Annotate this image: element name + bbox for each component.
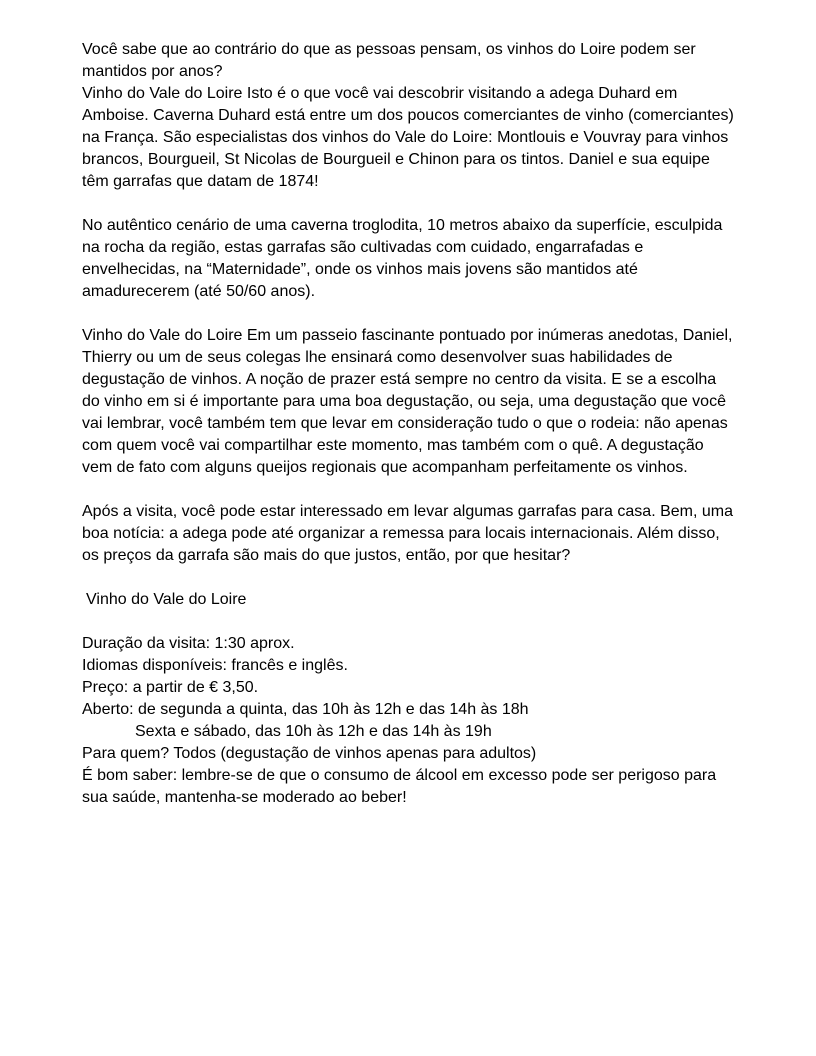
info-good-to-know: É bom saber: lembre-se de que o consumo de álcool em excesso pode ser perigoso para	[82, 767, 717, 784]
info-languages: Idiomas disponíveis: francês e inglês.	[82, 657, 348, 674]
info-good-to-know-cont: sua saúde, mantenha-se moderado ao beber!	[82, 789, 407, 806]
text-line: amadurecerem (até 50/60 anos).	[82, 283, 316, 300]
paragraph-tour	[82, 325, 742, 479]
text-line: degustação de vinhos. A noção de prazer está sempre no centro da visita. E se a escolha	[82, 371, 717, 388]
paragraph-intro	[82, 39, 742, 193]
text-line: envelhecidas, na “Maternidade”, onde os vinhos mais jovens são mantidos até	[82, 261, 638, 278]
blank-line	[82, 479, 742, 501]
info-audience: Para quem? Todos (degustação de vinhos apenas para adultos)	[82, 745, 537, 762]
blank-line	[82, 567, 742, 589]
text-line: Thierry ou um de seus colegas lhe ensinará como desenvolver suas habilidades de	[82, 349, 673, 366]
text-line: na rocha da região, estas garrafas são cultivadas com cuidado, engarrafadas e	[82, 239, 644, 256]
text-line: boa notícia: a adega pode até organizar a remessa para locais internacionais. Além disso,	[82, 525, 720, 542]
text-line: do vinho em si é importante para uma boa degustação, ou seja, uma degustação que você	[82, 393, 726, 410]
visit-info	[82, 633, 742, 809]
blank-line	[82, 193, 742, 215]
text-line: Vinho do Vale do Loire Isto é o que você vai descobrir visitando a adega Duhard em	[82, 85, 678, 102]
blank-line	[82, 611, 742, 633]
text-line: brancos, Bourgueil, St Nicolas de Bourgueil e Chinon para os tintos. Daniel e sua equipe	[82, 151, 710, 168]
text-line: No autêntico cenário de uma caverna troglodita, 10 metros abaixo da superfície, esculpida	[82, 217, 723, 234]
text-line: os preços da garrafa são mais do que justos, então, por que hesitar?	[82, 547, 571, 564]
info-duration: Duração da visita: 1:30 aprox.	[82, 635, 295, 652]
section-heading: Vinho do Vale do Loire	[86, 591, 247, 608]
document-page	[82, 39, 742, 809]
text-line: Vinho do Vale do Loire Em um passeio fascinante pontuado por inúmeras anedotas, Daniel,	[82, 327, 733, 344]
info-open-weekdays: Aberto: de segunda a quinta, das 10h às 12h e das 14h às 18h	[82, 701, 529, 718]
paragraph-cave	[82, 215, 742, 303]
text-line: na França. São especialistas dos vinhos do Vale do Loire: Montlouis e Vouvray para vinhos	[82, 129, 729, 146]
text-line: vai lembrar, você também tem que levar em consideração tudo o que o rodeia: não apenas	[82, 415, 728, 432]
paragraph-after-visit	[82, 501, 742, 567]
text-line: Amboise. Caverna Duhard está entre um dos poucos comerciantes de vinho (comerciantes)	[82, 107, 734, 124]
text-line: com quem você vai compartilhar este momento, mas também com o quê. A degustação	[82, 437, 704, 454]
text-line: Você sabe que ao contrário do que as pessoas pensam, os vinhos do Loire podem ser	[82, 41, 696, 58]
blank-line	[82, 303, 742, 325]
text-line: vem de fato com alguns queijos regionais que acompanham perfeitamente os vinhos.	[82, 459, 688, 476]
text-line: têm garrafas que datam de 1874!	[82, 173, 319, 190]
info-price: Preço: a partir de € 3,50.	[82, 679, 259, 696]
text-line: mantidos por anos?	[82, 63, 223, 80]
info-open-fri-sat: Sexta e sábado, das 10h às 12h e das 14h às 19h	[135, 723, 492, 740]
text-line: Após a visita, você pode estar interessado em levar algumas garrafas para casa. Bem, uma	[82, 503, 733, 520]
